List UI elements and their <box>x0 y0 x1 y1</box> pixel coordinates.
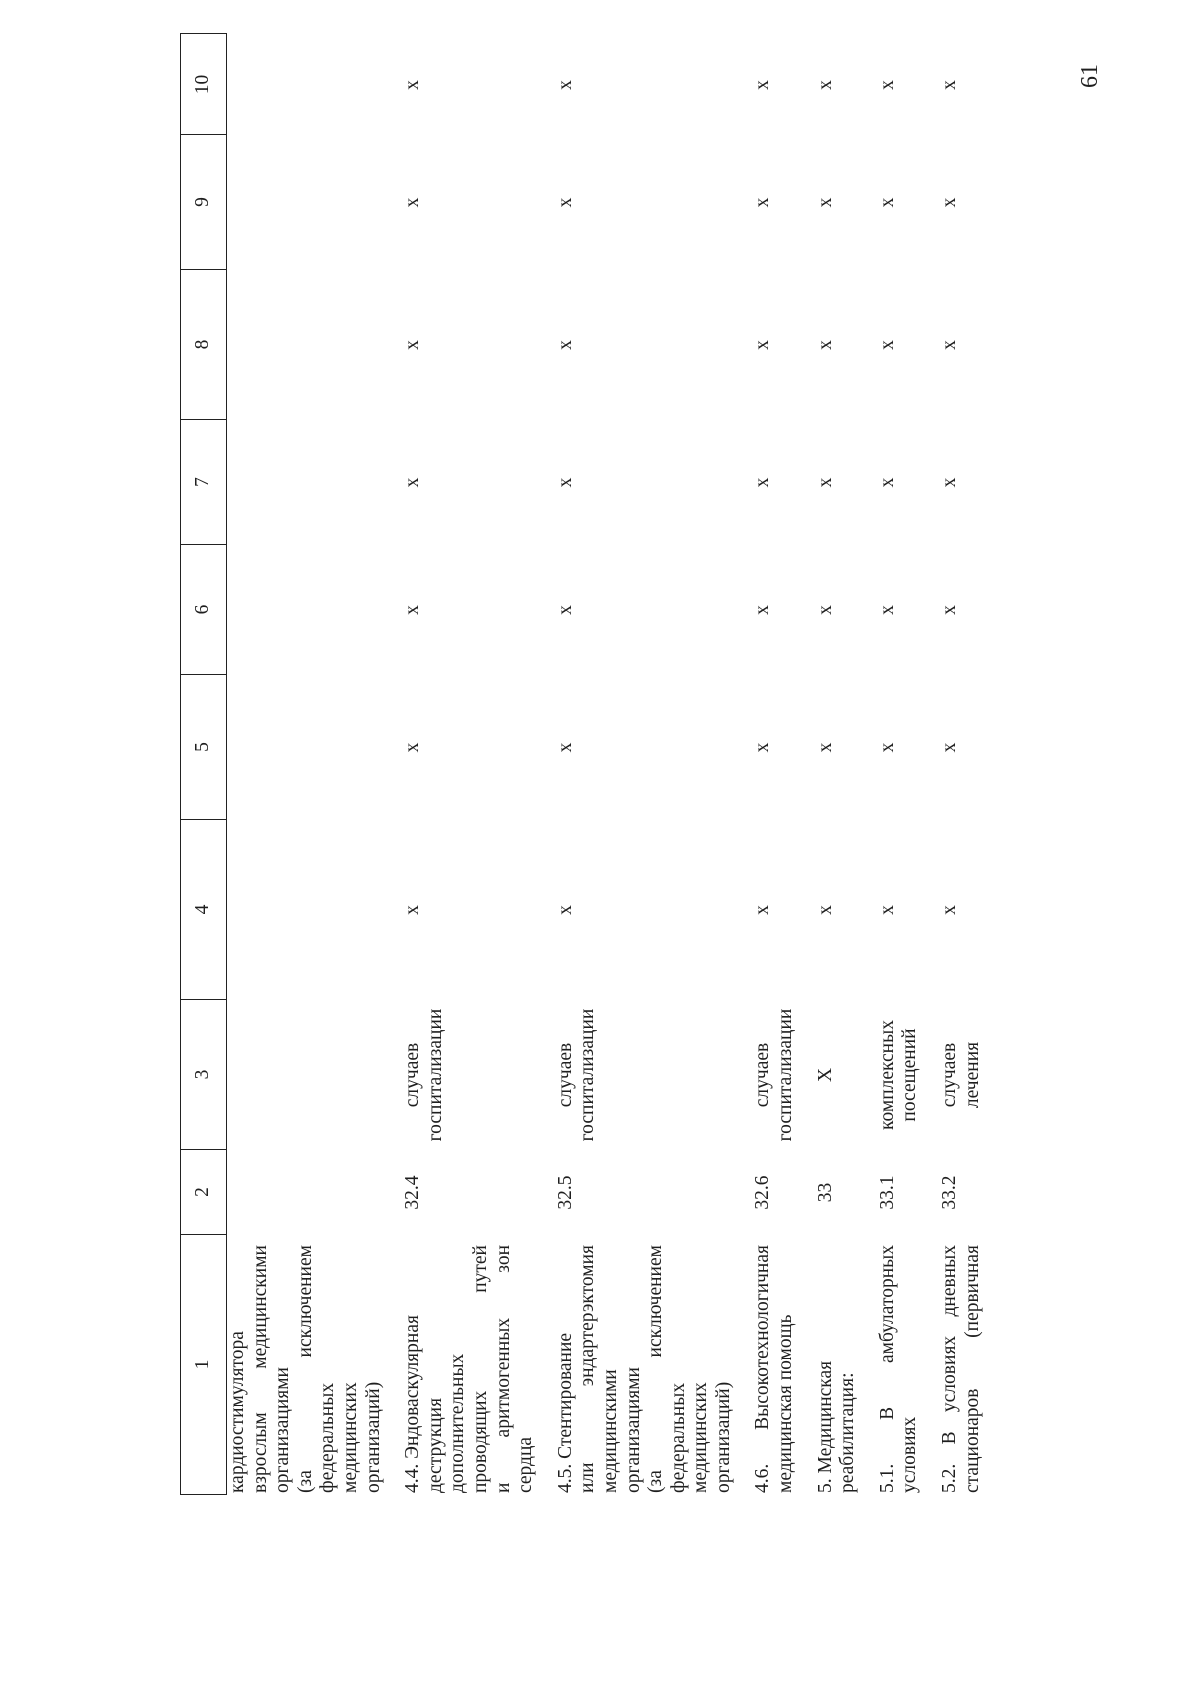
table-row-5-1 <box>877 33 922 1495</box>
row-number-cell: 33 <box>814 1182 836 1203</box>
header-cell-4: 4 <box>181 820 226 1000</box>
label-line: (за исключением <box>294 1245 316 1493</box>
row-label-cell <box>555 1235 736 1495</box>
unit-line: комплексных <box>876 1020 898 1130</box>
row-label-cell <box>402 1235 538 1495</box>
value-cell-col7: x <box>876 477 898 488</box>
label-line: стационаров (первичная <box>961 1245 983 1493</box>
unit-line: лечения <box>961 1041 983 1109</box>
header-cell-3: 3 <box>181 1000 226 1150</box>
label-line: условиях <box>899 1416 921 1493</box>
label-line: 5.1. В амбулаторных <box>876 1245 898 1493</box>
value-cell-col10: x <box>876 80 898 90</box>
header-cell-2: 2 <box>181 1150 226 1235</box>
label-line: кардиостимулятора <box>227 1331 248 1493</box>
label-line: (за исключением <box>645 1245 667 1493</box>
value-cell-col6: x <box>752 605 774 615</box>
unit-cell <box>402 1000 447 1150</box>
value-cell-col8: x <box>752 340 774 350</box>
value-cell-col9: x <box>752 197 774 208</box>
value-cell-col9: x <box>554 197 576 208</box>
label-line: дополнительных <box>447 1353 469 1493</box>
label-line: медицинских <box>690 1382 712 1493</box>
label-line: проводящих путей <box>469 1245 491 1493</box>
unit-line: случаев <box>554 1042 576 1108</box>
label-line: и аритмогенных зон <box>492 1245 514 1493</box>
label-line: медицинскими <box>599 1369 621 1493</box>
row-number-cell: 33.2 <box>939 1175 961 1210</box>
value-cell-col5: x <box>554 742 576 753</box>
row-label-cell <box>877 1235 922 1495</box>
label-line: 4.5. Стентирование <box>554 1332 576 1493</box>
row-label-cell <box>752 1235 797 1495</box>
table-row-4-6 <box>752 33 797 1495</box>
row-label-cell <box>227 1235 385 1495</box>
value-cell-col6: x <box>939 605 961 615</box>
label-line: организациями <box>622 1367 644 1493</box>
value-cell-col5: x <box>876 742 898 753</box>
unit-cell <box>939 1000 984 1150</box>
row-label-cell <box>815 1235 860 1495</box>
label-line: 5. Медицинская <box>814 1360 836 1493</box>
unit-cell <box>752 1000 797 1150</box>
value-cell-col5: x <box>814 742 836 753</box>
row-number-cell: 33.1 <box>876 1175 898 1210</box>
label-line: деструкция <box>424 1397 446 1493</box>
value-cell-col10: x <box>554 80 576 90</box>
label-line: организаций) <box>712 1381 734 1493</box>
row-label-cell <box>939 1235 984 1495</box>
unit-line: случаев <box>752 1042 774 1108</box>
row-number-cell: 32.4 <box>402 1175 424 1210</box>
value-cell-col5: x <box>402 742 424 753</box>
value-cell-col7: x <box>752 477 774 488</box>
table-row-4-5 <box>555 33 736 1495</box>
value-cell-col8: x <box>876 340 898 350</box>
value-cell-col6: x <box>814 605 836 615</box>
unit-line: X <box>814 1067 836 1083</box>
label-line: или эндартерэктомия <box>577 1245 599 1493</box>
data-table <box>180 33 984 1495</box>
value-cell-col4: x <box>554 905 576 915</box>
value-cell-col10: x <box>402 80 424 90</box>
value-cell-col7: x <box>939 477 961 488</box>
label-line: 4.6. Высокотехнологичная <box>752 1245 774 1493</box>
table-row-4-4 <box>402 33 538 1495</box>
label-line: реабилитация: <box>837 1372 859 1493</box>
unit-cell <box>815 1000 838 1150</box>
value-cell-col4: x <box>752 905 774 915</box>
header-cell-6: 6 <box>181 545 226 675</box>
header-cell-8: 8 <box>181 270 226 420</box>
value-cell-col8: x <box>402 340 424 350</box>
label-line: организациями <box>272 1367 294 1493</box>
value-cell-col4: x <box>876 905 898 915</box>
value-cell-col6: x <box>402 605 424 615</box>
label-line: медицинская помощь <box>775 1314 797 1493</box>
value-cell-col10: x <box>814 80 836 90</box>
value-cell-col9: x <box>939 197 961 208</box>
value-cell-col8: x <box>554 340 576 350</box>
value-cell-col9: x <box>402 197 424 208</box>
value-cell-col4: x <box>402 905 424 915</box>
label-line: взрослым медицинскими <box>249 1245 271 1493</box>
value-cell-col5: x <box>939 742 961 753</box>
page-number: 61 <box>1077 64 1103 88</box>
value-cell-col10: x <box>752 80 774 90</box>
header-cell-5: 5 <box>181 675 226 820</box>
unit-line: госпитализации <box>424 1008 446 1142</box>
label-line: организаций) <box>362 1381 384 1493</box>
header-cell-7: 7 <box>181 420 226 545</box>
header-cell-1: 1 <box>181 1235 226 1495</box>
value-cell-col4: x <box>939 905 961 915</box>
label-line: федеральных <box>667 1382 689 1493</box>
label-line: 4.4. Эндоваскулярная <box>402 1315 424 1493</box>
unit-line: госпитализации <box>577 1008 599 1142</box>
row-number-cell: 32.6 <box>752 1175 774 1210</box>
unit-line: госпитализации <box>775 1008 797 1142</box>
value-cell-col10: x <box>939 80 961 90</box>
value-cell-col6: x <box>554 605 576 615</box>
value-cell-col8: x <box>939 340 961 350</box>
label-line: медицинских <box>339 1382 361 1493</box>
label-line: сердца <box>515 1436 537 1493</box>
value-cell-col7: x <box>814 477 836 488</box>
header-cell-10: 10 <box>181 35 226 135</box>
table-row-5-2 <box>939 33 984 1495</box>
value-cell-col6: x <box>876 605 898 615</box>
table-header-row <box>180 33 227 1495</box>
header-cell-9: 9 <box>181 135 226 270</box>
unit-line: посещений <box>899 1028 921 1122</box>
value-cell-col9: x <box>876 197 898 208</box>
value-cell-col9: x <box>814 197 836 208</box>
value-cell-col8: x <box>814 340 836 350</box>
value-cell-col7: x <box>554 477 576 488</box>
value-cell-col4: x <box>814 905 836 915</box>
table-row-continuation <box>227 33 385 1495</box>
table-row-5 <box>815 33 860 1495</box>
unit-line: случаев <box>939 1042 961 1108</box>
unit-line: случаев <box>402 1042 424 1108</box>
label-line: федеральных <box>317 1382 339 1493</box>
value-cell-col5: x <box>752 742 774 753</box>
value-cell-col7: x <box>402 477 424 488</box>
label-line: 5.2. В условиях дневных <box>939 1245 961 1493</box>
unit-cell <box>877 1000 922 1150</box>
row-number-cell: 32.5 <box>554 1175 576 1210</box>
unit-cell <box>555 1000 600 1150</box>
